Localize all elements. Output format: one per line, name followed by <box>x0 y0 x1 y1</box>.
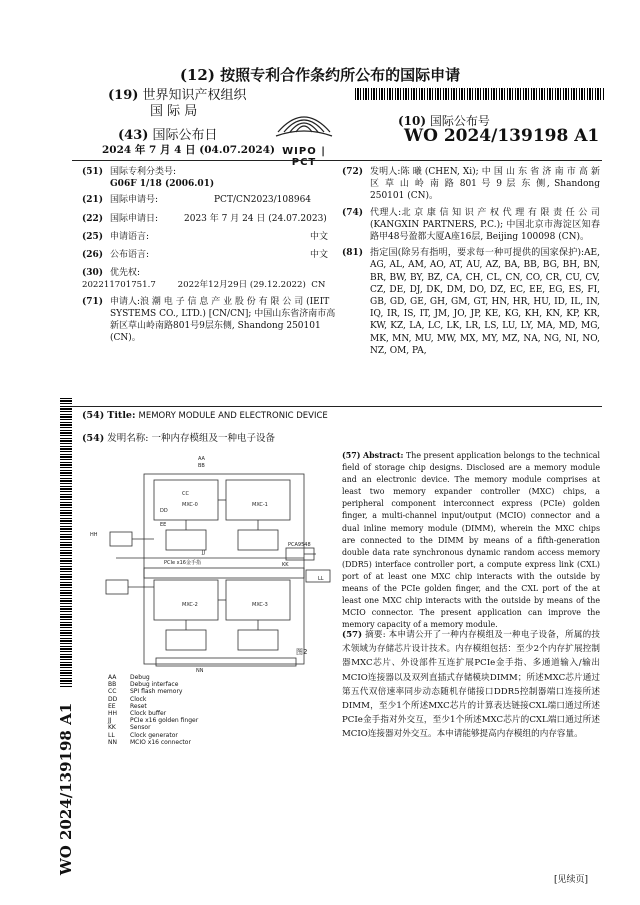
header-divider <box>72 160 602 161</box>
continued-note: [见续页] <box>554 875 589 885</box>
field-81: (81) 指定国(除另有指明，要求每一种可提供的国家保护):AE, AG, AL, AM, AO, AT, AU, AZ, BA, BB, BG, BH, BN, BR, BW, BY, BZ, CA, CH, CL, CN, CO, CR, CU, CV, CZ, DE, DJ, DK, DM, DO, DZ, EC, EE, EG, ES, FI, GB, GD, GE, GH, GM, GT, HN, HR, HU, ID, IL, IN, IQ, IR, IS, IT, JM, JO, JP, KE, KG, KH, KN, KP, KR, KW, KZ, LA, LC, LK, LR, LS, LU, LY, MA, MD, MG, MK, MN, MU, MW, MX, MY, MZ, NA, NG, NI, NO, NZ, OM, PA, <box>342 248 600 356</box>
field-21: (21) 国际申请号: PCT/CN2023/108964 <box>82 195 312 206</box>
field-51: (51) 国际专利分类号: G06F 1/18 (2006.01) <box>82 167 215 190</box>
legend-row: JJ PCIe x16 golden finger <box>108 717 199 725</box>
circuit-figure <box>86 450 336 672</box>
wipo-logo-text: WIPO | PCT <box>282 146 326 168</box>
pubno-label: 国际公布号 <box>429 114 490 128</box>
title-divider <box>72 406 602 407</box>
dimm-0-block <box>166 530 206 550</box>
legend-row: LL Clock generator <box>108 731 178 739</box>
mxc-1-block <box>226 480 290 520</box>
fig-label-ll: LL <box>318 576 324 582</box>
field-26: (26) 公布语言: 中文 <box>82 250 329 261</box>
legend-row: HH Clock buffer <box>108 710 167 718</box>
legend-row: CC SPI flash memory <box>108 688 183 696</box>
fig-label-nn: NN <box>196 668 204 672</box>
field-30: (30) 优先权: 202211701751.7 2022年12月29日 (29.12.2022) CN <box>82 268 326 291</box>
org-num: (19) <box>108 88 139 103</box>
abstract-cn: (57) 摘要: 本申请公开了一种内存模组及一种电子设备，所属的技术领域为存储芯片设计技术。内存模组包括：至少2个内存扩展控制器MXC芯片、外设部件互连扩展PCIe金手指、多通道输入/输出MCIO连接器以及双列直插式存储模块DIMM；所述MXC芯片通过第五代双倍速率同步动态随机存储接口DDR5控制器端口连接所述DIMM，至少1个所述MXC芯片的计算表达链接CXL端口通过所述PCIe金手指对外交互，至少1个所述MXC芯片的CXL端口通过所述MCIO连接器对外交互。本申请能够提高内存模组的内存容量。 <box>342 630 601 740</box>
dimm-1-block <box>238 530 278 550</box>
pubdate-label: 国际公布日 <box>152 128 218 143</box>
field-72: (72) 发明人:陈 曦 (CHEN, Xi); 中 国 山 东 省 济 南 市 高 新 区 草 山 岭 南 路 801 号 9 层 东 侧, Shandong 250101 (CN)。 <box>342 167 600 202</box>
left-fields <box>82 166 340 344</box>
fig-bus-label: PCIe x16金手指 <box>164 560 201 566</box>
legend-row: BB Debug interface <box>108 681 179 689</box>
barcode <box>355 88 605 100</box>
title-en: (54) Title: MEMORY MODULE AND ELECTRONIC DEVICE <box>82 410 328 421</box>
mcio-connector-block <box>156 658 296 666</box>
legend-row: AA Debug <box>108 674 150 681</box>
fig-caption: 图2 <box>296 648 308 656</box>
legend-row: EE Reset <box>108 702 147 710</box>
dimm-2-block <box>166 630 206 650</box>
mxc-2-block <box>154 580 218 620</box>
mxc-0-block <box>154 480 218 520</box>
wipo-emblem-icon <box>268 98 340 142</box>
legend-row: KK Sensor <box>108 724 151 732</box>
pubdate-num: (43) <box>118 128 149 143</box>
field-74: (74) 代理人:北 京 康 信 知 识 产 权 代 理 有 限 责 任 公 司 (KANGXIN PARTNERS, P.C.); 中国北京市海淀区知春路甲48号盈都大厦A座16层, Beijing 100098 (CN)。 <box>342 207 600 243</box>
legend-row: NN MCIO x16 connector <box>108 738 191 746</box>
chip-mxc-0: MXC-0 <box>182 502 198 508</box>
dimm-3-block <box>238 630 278 650</box>
wipo-logo <box>268 98 340 168</box>
chip-mxc-2: MXC-2 <box>182 602 198 608</box>
fig-label-jj: JJ <box>202 550 205 556</box>
pubno-value: WO 2024/139198 A1 <box>404 126 600 146</box>
org-name: 世界知识产权组织 <box>142 88 247 103</box>
clock-buffer-block <box>110 532 132 546</box>
fig-label-cc: CC <box>182 491 189 497</box>
chip-mxc-3: MXC-3 <box>252 602 268 608</box>
mxc-3-block <box>226 580 290 620</box>
legend-row: DD Clock <box>108 695 147 703</box>
field-25: (25) 申请语言: 中文 <box>82 231 329 242</box>
fig-label-dd: DD <box>160 508 168 514</box>
fig-label-aa: AA <box>198 456 205 462</box>
abstract-en: (57) Abstract: The present application belongs to the technical field of storage chip designs. Disclosed are a memory module and an electronic device. The memory module comprises at least two memory expander controller (MXC) chips, a peripheral component interconnect express (PCIe) golden finger, a multi-channel input/output (MCIO) connector and a dual inline memory module (DIMM), wherein the MXC chips are connected to the DIMM by means of a fifth-generation double data rate synchronous dynamic random access memory (DDR5) interface controller port, a compute express link (CXL) port of at least one MXC chip interacts with the outside by means of the PCIe golden finger, and the CXL port of the at least one MXC chip interacts with the outside by means of the MCIO connector. The present application can improve the memory capacity of a memory module. <box>342 451 600 630</box>
side-barcode <box>60 398 72 688</box>
pubdate-line <box>118 124 218 143</box>
field-71: (71) 申请人:浪 潮 电 子 信 息 产 业 股 份 有 限 公 司 (IEIT SYSTEMS CO., LTD.) [CN/CN]; 中国山东省济南市高新区草山岭南路801号9层东侧, Shandong 250101 (CN)。 <box>82 296 336 344</box>
chip-mxc-1: MXC-1 <box>252 502 268 508</box>
fig-label-hh: HH <box>90 532 98 538</box>
side-pubno: WO 2024/139198 A1 <box>57 702 75 876</box>
fig-sensor-label: PCA9548 <box>288 542 311 548</box>
fig-label-bb: BB <box>198 463 205 469</box>
pubdate-value: 2024 年 7 月 4 日 (04.07.2024) <box>102 144 275 156</box>
document-title: (12) 按照专利合作条约所公布的国际申请 <box>179 66 461 84</box>
pubno-num: (10) <box>398 114 427 128</box>
field-22: (22) 国际申请日: 2023 年 7 月 24 日 (24.07.2023) <box>82 213 327 224</box>
clock-gen-block <box>106 580 128 594</box>
fig-label-kk: KK <box>282 562 289 568</box>
org-sub: 国 际 局 <box>150 104 198 119</box>
figure-legend <box>108 674 308 746</box>
title-cn: (54) 发明名称: 一种内存模组及一种电子设备 <box>82 433 275 444</box>
lower-board <box>144 568 304 664</box>
right-fields <box>342 166 600 357</box>
fig-label-ee: EE <box>160 522 167 528</box>
